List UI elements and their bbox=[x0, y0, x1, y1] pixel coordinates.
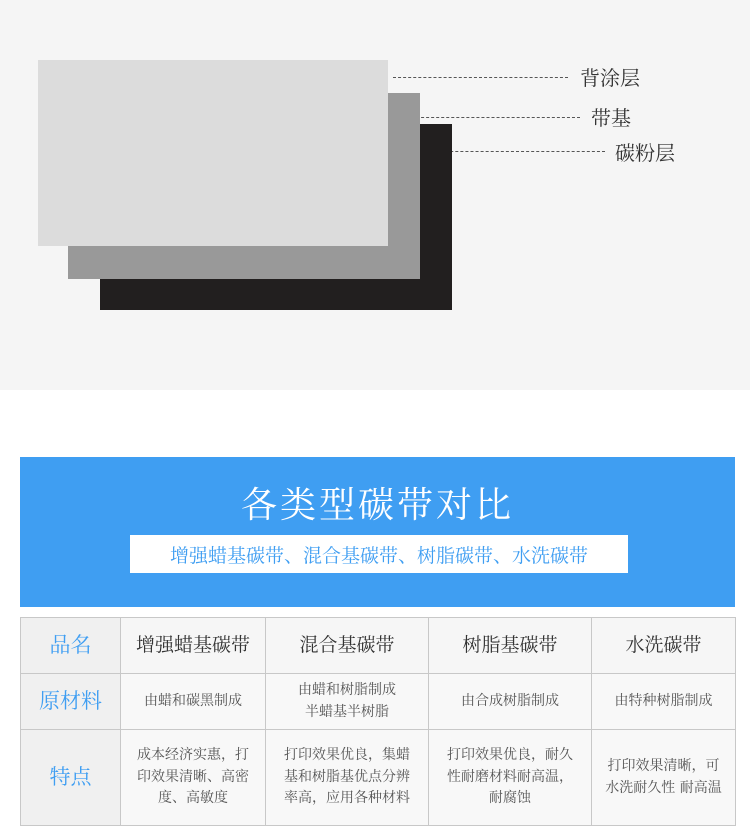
table-cell: 成本经济实惠，打 印效果清晰、高密 度、高敏度 bbox=[121, 730, 266, 826]
table-row bbox=[21, 674, 736, 730]
column-header: 水洗碳带 bbox=[592, 618, 736, 674]
row-header-material: 原材料 bbox=[21, 674, 121, 730]
column-header: 增强蜡基碳带 bbox=[121, 618, 266, 674]
label-back-coat: 背涂层 bbox=[580, 66, 640, 90]
table-cell: 打印效果优良，集蜡 基和树脂基优点分辨 率高，应用各种材料 bbox=[266, 730, 429, 826]
back-coat-layer bbox=[38, 60, 388, 246]
leader-line-back-coat bbox=[393, 77, 568, 78]
leader-line-ink bbox=[430, 151, 605, 152]
table-cell: 由蜡和树脂制成 半蜡基半树脂 bbox=[266, 674, 429, 730]
layer-diagram bbox=[0, 0, 750, 390]
leader-line-base bbox=[406, 117, 580, 118]
row-header-features: 特点 bbox=[21, 730, 121, 826]
comparison-table bbox=[20, 617, 736, 826]
column-header: 树脂基碳带 bbox=[429, 618, 592, 674]
table-row bbox=[21, 618, 736, 674]
comparison-banner bbox=[20, 457, 735, 607]
label-ink: 碳粉层 bbox=[615, 141, 675, 165]
table-cell: 打印效果清晰，可 水洗耐久性 耐高温 bbox=[592, 730, 736, 826]
label-base: 带基 bbox=[591, 106, 631, 130]
banner-title: 各类型碳带对比 bbox=[240, 485, 514, 526]
banner-subtitle: 增强蜡基碳带、混合基碳带、树脂碳带、水洗碳带 bbox=[130, 535, 628, 573]
table-cell: 由蜡和碳黑制成 bbox=[121, 674, 266, 730]
table-row bbox=[21, 730, 736, 826]
table-cell: 由合成树脂制成 bbox=[429, 674, 592, 730]
column-header: 混合基碳带 bbox=[266, 618, 429, 674]
table-cell: 打印效果优良，耐久 性耐磨材料耐高温， 耐腐蚀 bbox=[429, 730, 592, 826]
row-header-name: 品名 bbox=[21, 618, 121, 674]
table-cell: 由特种树脂制成 bbox=[592, 674, 736, 730]
